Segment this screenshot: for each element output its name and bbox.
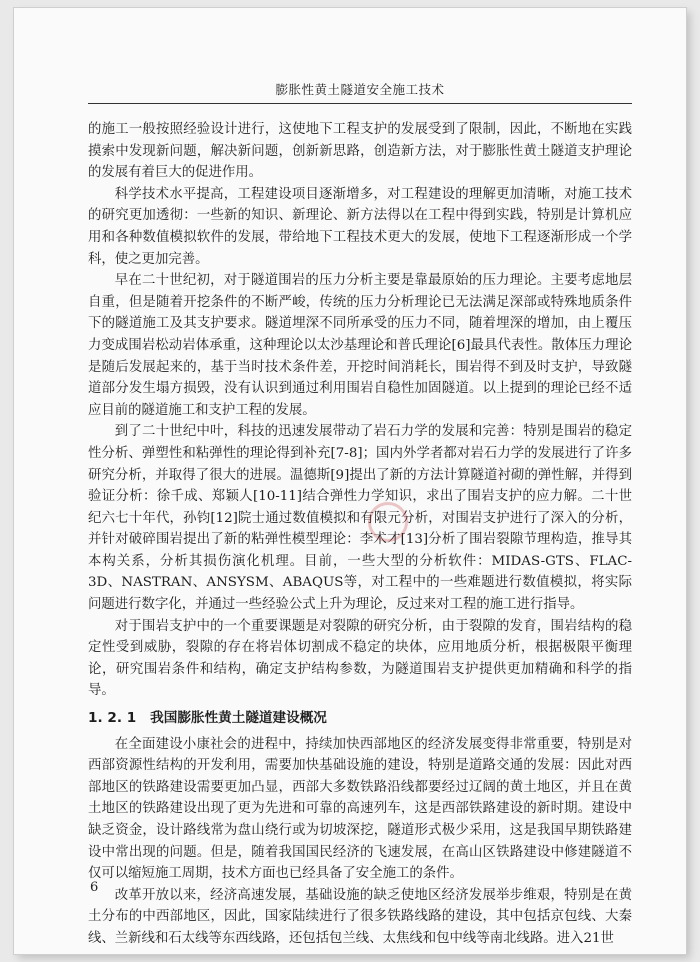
paragraph-7: 改革开放以来，经济高速发展，基础设施的缺乏使地区经济发展举步维艰，特别是在黄土分布的中西部地区，因此，国家陆续进行了很多铁路线路的建设，其中包括京包线、大秦线、兰新线和石太线等东西线路，还包括包兰线、太焦线和包中线等南北线路。进入21世 xyxy=(88,887,632,946)
paragraph-3: 早在二十世纪初，对于隧道围岩的压力分析主要是靠最原始的压力理论。主要考虑地层自重，但是随着开挖条件的不断严峻，传统的压力分析理论已无法满足深部或特殊地质条件下的隧道施工及其支护要求。隧道埋深不同所承受的压力不同，随着埋深的增加，由上覆压力变成围岩松动岩体承重，这种理论以太沙基理论和普氏理论[6]最具代表性。散体压力理论是随后发展起来的，基于当时技术条件差，开挖时间消耗长，围岩得不到及时支护，导致隧道部分发生塌方损毁，没有认识到通过利用围岩自稳性加固隧道。以上提到的理论已经不适应目前的隧道施工和支护工程的发展。 xyxy=(88,273,632,418)
paragraph-2: 科学技术水平提高，工程建设项目逐渐增多，对工程建设的理解更加清晰，对施工技术的研究更加透彻：一些新的知识、新理论、新方法得以在工程中得到实践，特别是计算机应用和各种数值模拟软件的发展，带给地下工程技术更大的发展，使地下工程逐渐形成一个学科，使之更加完善。 xyxy=(88,186,632,267)
running-title: 膨胀性黄土隧道安全施工技术 xyxy=(275,82,445,97)
page-number: 6 xyxy=(90,880,99,895)
document-page xyxy=(14,8,686,954)
paragraph-4: 到了二十世纪中叶，科技的迅速发展带动了岩石力学的发展和完善：特别是围岩的稳定性分析、弹塑性和粘弹性的理论得到补充[7-8]；国内外学者都对岩石力学的发展进行了许多研究分析，并取得了很大的进展。温德斯[9]提出了新的方法计算隧道衬砌的弹性解，并得到验证分析：徐千成、郑颖人[10-11]结合弹性力学知识，求出了围岩支护的应力解。二十世纪六七十年代，孙钧[12]院士通过数值模拟和有限元分析，对围岩支护进行了深入的分析，并针对破碎围岩提出了新的粘弹性模型理论：李术才[13]分析了围岩裂隙节理构造，推导其本构关系，分析其损伤演化机理。目前，一些大型的分析软件：MIDAS-GTS、FLAC-3D、NASTRAN、ANSYSM、ABAQUS等，对工程中的一些难题进行数值模拟，将实际问题进行数字化，并通过一些经验公式上升为理论，反过来对工程的施工进行指导。 xyxy=(88,424,632,613)
paragraph-6: 在全面建设小康社会的进程中，持续加快西部地区的经济发展变得非常重要，特别是对西部资源性结构的开发利用，需要加快基础设施的建设，特别是道路交通的发展：因此对西部地区的铁路建设需要更加凸显，西部大多数铁路沿线都要经过辽阔的黄土地区，并且在黄土地区的铁路建设出现了更为先进和可靠的高速列车，这是西部铁路建设的新时期。建设中缺乏资金，设计路线常为盘山绕行或为切坡深挖，隧道形式极少采用，这是我国早期铁路建设中常出现的问题。但是，随着我国国民经济的飞速发展，在高山区铁路建设中修建隧道不仅可以缩短施工周期，技术方面也已经具备了安全施工的条件。 xyxy=(88,736,632,882)
paragraph-5: 对于围岩支护中的一个重要课题是对裂隙的研究分析，由于裂隙的发育，围岩结构的稳定性受到威胁，裂隙的存在将岩体切割成不稳定的块体，应用地质分析，根据极限平衡理论，研究围岩条件和结构，确定支护结构参数，为隧道围岩支护提供更加精确和科学的指导。 xyxy=(88,618,632,699)
paragraph-1: 的施工一般按照经验设计进行，这使地下工程支护的发展受到了限制，因此，不断地在实践摸索中发现新问题，解决新问题，创新新思路，创造新方法，对于膨胀性黄土隧道支护理论的发展有着巨大的促进作用。 xyxy=(88,122,632,181)
section-title: 我国膨胀性黄土隧道建设概况 xyxy=(150,710,327,727)
header-rule xyxy=(88,103,632,104)
body-text xyxy=(88,119,632,950)
section-heading xyxy=(88,708,632,730)
section-number: 1. 2. 1 xyxy=(88,710,137,727)
